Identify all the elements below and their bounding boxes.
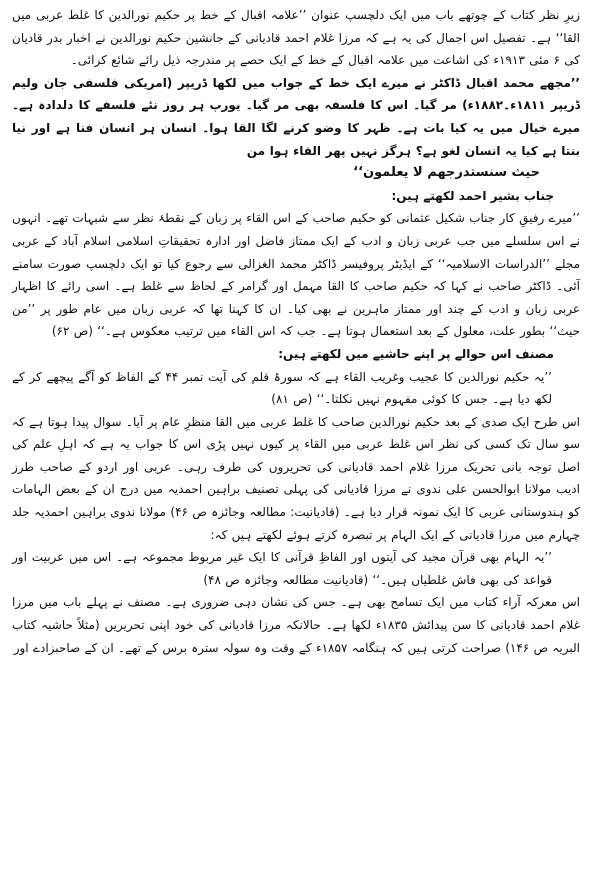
paragraph-century-later: اس طرح ایک صدی کے بعد حکیم نورالدین صاحب کا غلط عربی میں القا منظرِ عام پر آیا۔ سوال پیدا ہوتا ہے کہ سو سال تک کسی کی نظر اس غلط عربی میں القاء پر کیوں نہیں پڑی اس کا جواب یہ ہے کہ اہلِ علم کی اصل توجہ بانی تحریک مرزا غلام احمد قادیانی کی تحریروں کی طرف رہی۔ عربی اور اردو کے صاحب طرز ادیب مولانا ابوالحسن علی ندوی نے مرزا قادیانی کی پہلی تصنیف براہین احمدیہ میں درج ان کے بعض الہامات کو ہندوستانی عربی کا ایک نمونہ قرار دیا ہے۔ (قادیانیت: مطالعہ وجائزہ ص ۴۶) مولانا ندوی براہین احمدیہ جلد چہارم میں مرزا قادیانی کے ایک الہام پر تبصرہ کرتے ہوئے لکھتے ہیں کہ:	[12, 414, 580, 542]
quote-author-footnote: ’’یہ حکیم نورالدین کا عجیب وغریب القاء ہے کہ سورۂ قلم کی آیت نمبر ۴۴ کے الفاظ کو آگے پیچھے کر کے لکھ دیا ہے۔ جس کا کوئی مفہوم نہیں نکلتا۔‘‘ (ص ۸۱)	[12, 369, 552, 407]
heading-author-footnote: مصنف اس حوالے پر اپنے حاشیے میں لکھتے ہیں:	[278, 346, 554, 361]
quote-bashir-ahmad: ’’میرے رفیقِ کار جناب شکیل عثمانی کو حکیم صاحب کے اس القاء پر زبان کے نقطۂ نظر سے شبہات تھے۔ انہوں نے اس سلسلے میں جب عربی زبان و ادب کے ایک ممتاز فاضل اور ادارہ تحقیقاتِ اسلامی اسلام آباد کے عربی مجلے ’’الدراسات الاسلامیہ‘‘ کے ایڈیٹر پروفیسر ڈاکٹر محمد الغزالی سے رجوع کیا تو ایک دلچسپ صورت سامنے آئی۔ ڈاکٹر صاحب نے کہا کہ حکیم صاحب کا القا مہمل اور گرامر کے لحاظ سے غلط ہے۔ اسی رائے کا اظہار عربی زبان و ادب کے چند اور ممتاز ماہرین نے بھی کیا۔ ان کا کہنا تھا کہ عربی زبان میں عام طور پر ’’من حیث‘‘ بطور علت، معلول کے بعد استعمال ہوتا ہے۔ جب کہ اس القاء میں ترتیب معکوس ہے۔‘‘ (ص ۶۲)	[12, 211, 580, 339]
arabic-ilham-line: حيث سنستدرجهم لا يعلمون‘‘	[353, 165, 540, 181]
quote-nadwi: ’’یہ الہام بھی قرآن مجید کی آیتوں اور الفاظِ قرآنی کا ایک غیر مربوط مجموعہ ہے۔ اس میں عربیت اور قواعد کی بھی فاش غلطیاں ہیں۔‘‘ (قادیانیت مطالعہ وجائزہ ص ۴۸)	[12, 550, 552, 587]
heading-bashir-ahmad: جناب بشیر احمد لکھتے ہیں:	[391, 188, 554, 203]
paragraph-intro: زیرِ نظر کتاب کے چوتھے باب میں ایک دلچسپ عنوان ’’علامہ اقبال کے خط پر حکیم نورالدین کا غلط عربی میں القا‘‘ ہے۔ تفصیل اس اجمال کی یہ ہے کہ مرزا غلام احمد قادیانی کے جانشین حکیم نورالدین نے اخبار بدر قادیان کی ۶ مئی ۱۹۱۳ء کی اشاعت میں علامہ اقبال کے خط کے ایک حصے پر مندرجہ ذیل رائے شائع کرائی۔	[12, 8, 580, 68]
paragraph-oversight: اس معرکہ آراء کتاب میں ایک تسامح بھی ہے۔ جس کی نشان دہی ضروری ہے۔ مصنف نے پہلے باب میں مرزا غلام احمد قادیانی کا سن پیدائش ۱۸۳۵ء لکھا ہے۔ حالانکہ مرزا قادیانی کی خود اپنی تحریریں (مثلاً حاشیہ کتاب البریہ ص ۱۴۶) صراحت کرتی ہیں کہ ہنگامہ ۱۸۵۷ء کے وقت وہ سولہ سترہ برس کے تھے۔ ان کے صاحبزادے اور	[12, 595, 580, 655]
quote-noor-uddin-ilham: ’’مجھے محمد اقبال ڈاکٹر نے میرے ایک خط کے جواب میں لکھا ڈریپر (امریکی فلسفی جان ولیم ڈریپر ۱۸۱۱ء۔۱۸۸۲ء) مر گیا۔ اس کا فلسفہ بھی مر گیا۔ یورپ ہر روز نئے فلسفے کا دلدادہ ہے۔ میرے خیال میں یہ کیا بات ہے۔ ظہر کا وضو کرنے لگا القا ہوا۔ انسان ہر انسان فنا ہے اور نیا بنتا ہے کیا یہ انسان لغو ہے؟ ہرگز نہیں پھر القاء ہوا من	[12, 75, 580, 158]
